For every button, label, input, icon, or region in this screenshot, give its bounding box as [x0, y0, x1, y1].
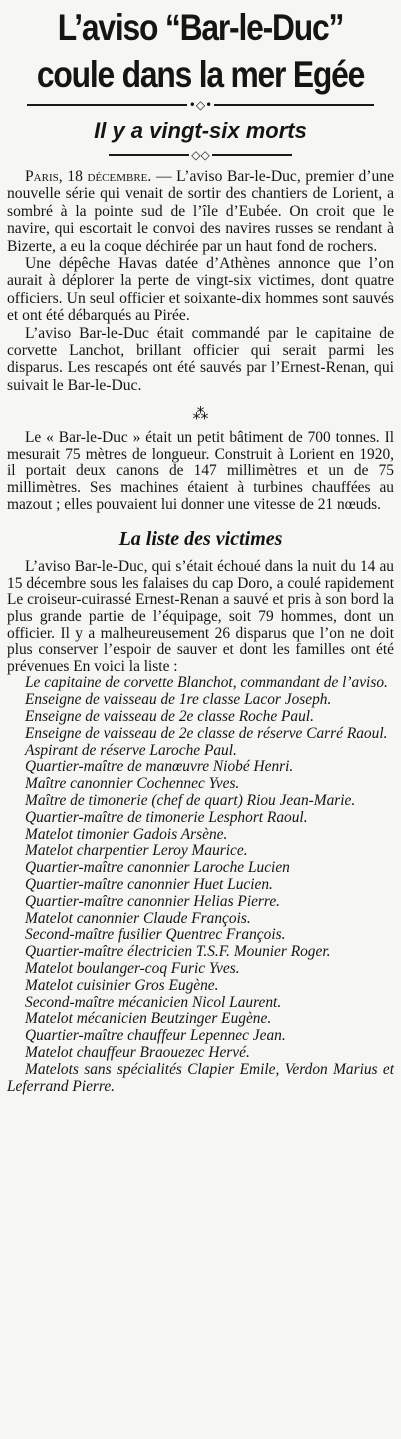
- ornamental-rule-top: [7, 100, 394, 110]
- lead-section: [7, 168, 394, 394]
- victim-entry: Quartier-maître de manœuvre Niobé Henri.: [25, 758, 294, 776]
- ornamental-rule-bottom: [7, 150, 394, 160]
- victim-entry: Aspirant de réserve Laroche Paul.: [25, 741, 237, 759]
- subheadline: Il y a vingt-six morts: [94, 118, 307, 143]
- lead-paragraph: Une dépêche Havas datée d’Athènes annonce que l’on aurait à déplorer la perte de vingt-six victimes, dont quatre officiers. Un seul officier et soixante-dix hommes sont sauvés et ont été débarqués au Pirée.: [7, 255, 394, 325]
- victim-entry: Maître de timonerie (chef de quart) Riou Jean-Marie.: [25, 791, 356, 809]
- asterism: ⁂: [192, 404, 209, 424]
- victim-entry: Matelot mécanicien Beutzinger Eugène.: [25, 1010, 272, 1028]
- headline-line-2: coule dans la mer Egée: [36, 54, 365, 95]
- victim-entry: Enseigne de vaisseau de 2e classe Roche Paul.: [25, 708, 314, 725]
- victim-entry: Enseigne de vaisseau de 2e classe de réserve Carré Raoul.: [25, 724, 388, 742]
- rule-line: [27, 104, 187, 106]
- victim-entry: Matelots sans spécialités Clapier Emile, Verdon Marius et Leferrand Pierre.: [7, 1060, 394, 1095]
- victim-entry: Quartier-maître chauffeur Lepennec Jean.: [25, 1027, 286, 1045]
- victim-entry: Second-maître fusilier Quentrec François.: [25, 926, 286, 944]
- victim-entry: Quartier-maître de timonerie Lesphort Raoul.: [25, 808, 308, 826]
- victim-entry: Matelot cuisinier Gros Eugène.: [25, 976, 219, 994]
- rule-ornament: •◇•: [188, 98, 213, 112]
- lead-paragraph: [7, 168, 394, 255]
- victim-entry: Matelot boulanger-coq Furic Yves.: [25, 959, 240, 977]
- list-intro-section: [7, 559, 394, 675]
- rule-line: [109, 154, 189, 156]
- victim-entry: Second-maître mécanicien Nicol Laurent.: [25, 993, 282, 1011]
- victim-entry: Matelot chauffeur Braouezec Hervé.: [25, 1043, 250, 1061]
- victim-entry: Quartier-maître électricien T.S.F. Mounier Roger.: [25, 943, 331, 961]
- victim-entry: Matelot timonier Gadois Arsène.: [25, 825, 228, 843]
- headline-line-1: L’aviso “Bar-le-Duc”: [57, 7, 344, 48]
- lead-paragraph: L’aviso Bar-le-Duc était commandé par le capitaine de corvette Lanchot, brillant officier qui serait parmi les disparus. Les rescapés ont été sauvés par l’Ernest-Renan, qui suivait le Bar-le-Duc.: [7, 324, 394, 394]
- victim-entry: Matelot charpentier Leroy Maurice.: [25, 842, 248, 860]
- list-intro: L’aviso Bar-le-Duc, qui s’était échoué dans la nuit du 14 au 15 décembre sous les falaises du cap Doro, a coulé rapidement Le croiseur-cuirassé Ernest-Renan a sauvé et pris à son bord la plus grande partie de l’équipage, soit 79 hommes, dont un officier. Il y a malheureusement 26 disparus que l’on ne doit plus conserver l’espoir de sauver et dont les familles ont été prévenues En voici la liste :: [7, 558, 394, 675]
- victim-entry: Maître canonnier Cochennec Yves.: [25, 775, 240, 793]
- victim-entry: Enseigne de vaisseau de 1re classe Lacor Joseph.: [25, 691, 332, 709]
- victim-entry: Quartier-maître canonnier Laroche Lucien: [25, 859, 290, 877]
- rule-line: [214, 104, 374, 106]
- lead-text: — L’aviso Bar-le-Duc, premier d’une nouvelle série qui venait de sortir des chantiers de Lorient, a sombré à la pointe sud de l’île d’Eubée. On croit que le navire, qui escortait le convoi des navires russes se rendant à Bizerte, a eu la coque déchirée par un haut fond de rochers.: [7, 168, 394, 255]
- victim-entry: Le capitaine de corvette Blanchot, commandant de l’aviso.: [25, 674, 388, 692]
- victim-entry: Quartier-maître canonnier Helias Pierre.: [25, 892, 281, 910]
- dateline: Paris, 18 décembre.: [25, 168, 152, 185]
- victims-list: [7, 675, 394, 1095]
- section-title: La liste des victimes: [118, 528, 283, 551]
- victim-entry: Matelot canonnier Claude François.: [25, 909, 251, 927]
- victim-entry: Quartier-maître canonnier Huet Lucien.: [25, 875, 273, 893]
- ship-section: [7, 430, 394, 513]
- rule-line: [212, 154, 292, 156]
- rule-ornament: ◇◇: [191, 148, 210, 162]
- ship-paragraph: Le « Bar-le-Duc » était un petit bâtiment de 700 tonnes. Il mesurait 75 mètres de longueur. Construit à Lorient en 1920, il portait deux canons de 147 millimètres et un de 75 millimètres. Ses machines étaient à turbines chauffées au mazout ; elles pouvaient lui donner une vitesse de 21 nœuds.: [7, 429, 394, 513]
